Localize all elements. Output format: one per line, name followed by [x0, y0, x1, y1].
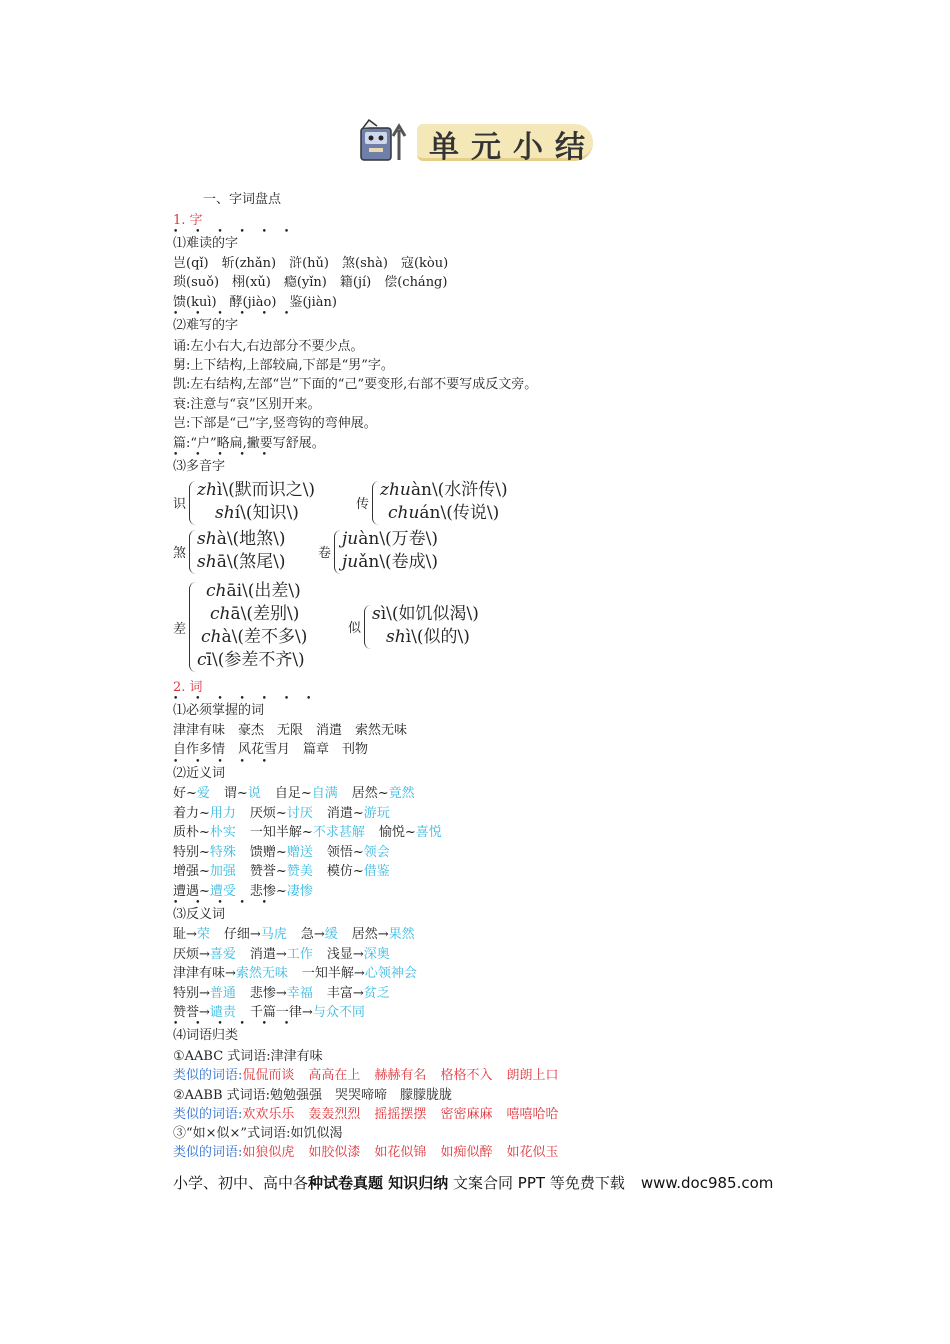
- poly-char: 似: [348, 621, 362, 636]
- similar-label: 类似的词语:: [173, 1106, 243, 1122]
- word: 一知半解~: [249, 825, 313, 840]
- similar-word: 侃侃而谈: [242, 1068, 295, 1083]
- antonyms-row: [173, 946, 390, 964]
- word: 耻→: [173, 927, 197, 942]
- hard-write-title: ⑵难写的字: [173, 318, 239, 333]
- syn-title: ⑵近义词: [173, 766, 226, 781]
- similar-words-row: [173, 1067, 558, 1085]
- paired-word: 领会: [363, 844, 390, 860]
- brace: [189, 582, 196, 672]
- hard-read-title: ⑴难读的字: [173, 236, 239, 251]
- word: 赞誉→: [173, 1005, 210, 1020]
- similar-word: 如花似锦: [374, 1145, 427, 1160]
- paired-word: 遭受: [209, 883, 236, 899]
- hard-read-line: 琐(suǒ) 栩(xǔ) 瘾(yǐn) 籍(jí) 偿(cháng): [173, 275, 448, 290]
- paired-word: 喜悦: [415, 825, 442, 840]
- word: 仔细→: [223, 927, 261, 942]
- page-title: 单元小结: [429, 130, 597, 165]
- brace: [334, 530, 341, 574]
- similar-word: 赫赫有名: [374, 1068, 427, 1083]
- word: 谓~: [223, 786, 248, 801]
- book-mascot-icon: [355, 118, 415, 164]
- zi-heading: 1. 字: [173, 213, 203, 228]
- poly-reading: chāi\(出差\): [206, 581, 301, 601]
- similar-label: 类似的词语:: [173, 1068, 243, 1083]
- hard-write-line: 诵:左小右大,右边部分不要少点。: [173, 339, 364, 354]
- word: 特别→: [173, 985, 210, 1001]
- word: 着力~: [173, 805, 210, 821]
- emphasis-dots: • • • • •: [173, 757, 274, 767]
- similar-word: 朗朗上口: [506, 1068, 559, 1083]
- brace: [189, 530, 196, 574]
- brace: [372, 481, 379, 525]
- hard-write-line: 舅:上下结构,上部较扁,下部是“男”字。: [173, 358, 394, 373]
- similar-word: 摇摇摆摆: [374, 1106, 427, 1122]
- ant-title: ⑶反义词: [173, 907, 226, 922]
- paired-word: 不求甚解: [312, 825, 365, 840]
- poly-char: 煞: [173, 546, 187, 561]
- hard-write-line: 岂:下部是“己”字,竖弯钩的弯伸展。: [173, 416, 377, 431]
- word: 悲惨→: [249, 985, 287, 1001]
- paired-word: 加强: [209, 864, 236, 879]
- word: 厌烦→: [173, 946, 210, 962]
- poly-reading: cī\(参差不齐\): [197, 650, 305, 670]
- word: 居然~: [351, 786, 389, 801]
- paired-word: 赠送: [286, 844, 313, 860]
- paired-word: 工作: [286, 946, 313, 962]
- poly-reading: shà\(地煞\): [197, 529, 286, 549]
- word: 千篇一律→: [249, 1005, 313, 1020]
- must-title: ⑴必须掌握的词: [173, 703, 265, 718]
- header-banner: [355, 118, 597, 164]
- polyphone-title: ⑶多音字: [173, 459, 226, 474]
- similar-words-row: [173, 1106, 558, 1124]
- word: 一知半解→: [301, 966, 365, 981]
- group-head: ①AABC 式词语:津津有味: [173, 1049, 323, 1064]
- paired-word: 借鉴: [363, 864, 390, 879]
- hard-write-line: 篇:“户”略扁,撇要写舒展。: [173, 436, 325, 451]
- poly-char: 卷: [318, 546, 332, 561]
- polyphone-chuan: [356, 479, 556, 527]
- word: 丰富→: [326, 985, 364, 1001]
- similar-word: 如狼似虎: [242, 1145, 295, 1160]
- emphasis-dots: • • • • • •: [173, 227, 297, 237]
- paired-word: 游玩: [363, 805, 390, 821]
- paired-word: 赞美: [286, 864, 313, 879]
- paired-word: 特殊: [209, 844, 236, 860]
- poly-reading: shì\(似的\): [386, 627, 470, 647]
- paired-word: 心领神会: [364, 966, 417, 981]
- similar-word: 高高在上: [308, 1068, 361, 1083]
- polyphone-juan: [318, 528, 488, 576]
- paired-word: 谴责: [209, 1005, 236, 1020]
- synonyms-row: [173, 785, 415, 803]
- poly-reading: sì\(如饥似渴\): [372, 604, 479, 624]
- similar-word: 如花似玉: [506, 1145, 559, 1160]
- word: 悲惨~: [249, 883, 287, 899]
- footer-ad: 小学、初中、高中各种试卷真题 知识归纳 文案合同 PPT 等免费下载 www.doc985.com: [173, 1174, 774, 1192]
- synonyms-row: [173, 805, 390, 823]
- paired-word: 索然无味: [235, 966, 288, 981]
- paired-word: 朴实: [209, 825, 236, 840]
- poly-reading: chà\(差不多\): [201, 627, 308, 647]
- emphasis-dots: • • • • •: [173, 450, 274, 460]
- paired-word: 马虎: [260, 927, 287, 942]
- emphasis-dots: • • • • • •: [173, 1019, 297, 1029]
- synonyms-row: [173, 824, 442, 842]
- poly-reading: chuán\(传说\): [388, 503, 500, 523]
- similar-label: 类似的词语:: [173, 1145, 243, 1160]
- ci-heading: 2. 词: [173, 680, 203, 695]
- word: 居然→: [351, 927, 389, 942]
- antonyms-row: [173, 926, 415, 944]
- word: 好~: [173, 786, 197, 801]
- poly-reading: shí\(知识\): [215, 503, 299, 523]
- poly-char: 识: [173, 497, 187, 512]
- emphasis-dots: • • • • •: [173, 898, 274, 908]
- group-head: ②AABB 式词语:勉勉强强 哭哭啼啼 朦朦胧胧: [173, 1087, 453, 1103]
- hard-read-line: 岂(qǐ) 斩(zhǎn) 浒(hǔ) 煞(shà) 寇(kòu): [173, 256, 449, 271]
- word: 遭遇~: [173, 883, 210, 899]
- poly-reading: chā\(差别\): [210, 604, 300, 624]
- must-line: 自作多情 风花雪月 篇章 刊物: [173, 742, 369, 757]
- paired-word: 说: [247, 786, 261, 801]
- similar-word: 欢欢乐乐: [242, 1106, 295, 1122]
- word: 津津有味→: [173, 966, 236, 981]
- brace: [189, 481, 196, 525]
- poly-reading: shā\(煞尾\): [197, 552, 286, 572]
- word: 愉悦~: [378, 825, 416, 840]
- antonyms-row: [173, 965, 417, 983]
- polyphone-shi: [173, 479, 353, 527]
- word: 急→: [300, 927, 325, 942]
- paired-word: 讨厌: [286, 805, 313, 821]
- paired-word: 喜爱: [209, 946, 236, 962]
- word: 赞誉~: [249, 864, 287, 879]
- similar-word: 嘻嘻哈哈: [506, 1106, 559, 1122]
- similar-word: 格格不入: [440, 1068, 493, 1083]
- group-title: ⑷词语归类: [173, 1028, 239, 1043]
- word: 领悟~: [326, 844, 364, 860]
- paired-word: 深奥: [363, 946, 390, 962]
- paired-word: 普通: [209, 985, 236, 1001]
- paired-word: 自满: [311, 786, 338, 801]
- word: 模仿~: [326, 864, 364, 879]
- polyphone-cha: [173, 580, 353, 674]
- paired-word: 用力: [209, 805, 236, 821]
- poly-reading: juàn\(万卷\): [342, 529, 439, 549]
- similar-word: 轰轰烈烈: [308, 1106, 361, 1122]
- paired-word: 荣: [196, 927, 210, 942]
- emphasis-dots: • • • • • •: [173, 309, 297, 319]
- hard-write-line: 衰:注意与“哀”区别开来。: [173, 397, 321, 412]
- paired-word: 与众不同: [312, 1005, 365, 1020]
- word: 自足~: [274, 786, 312, 801]
- poly-char: 差: [173, 622, 187, 637]
- hard-write-line: 凯:左右结构,左部“岂”下面的“己”要变形,右部不要写成反文旁。: [173, 377, 538, 392]
- word: 增强~: [173, 864, 210, 879]
- word: 质朴~: [173, 825, 210, 840]
- word: 消遣→: [249, 946, 287, 962]
- poly-reading: zhì\(默而识之\): [197, 480, 316, 500]
- word: 消遣~: [326, 805, 364, 821]
- paired-word: 果然: [388, 927, 415, 942]
- brace: [364, 605, 371, 649]
- paired-word: 缓: [324, 927, 338, 942]
- word: 馈赠~: [249, 844, 287, 860]
- poly-char: 传: [356, 497, 370, 512]
- paired-word: 贫乏: [363, 985, 390, 1001]
- footer-link[interactable]: www.doc985.com: [640, 1174, 774, 1192]
- must-line: 津津有味 豪杰 无限 消遣 索然无味: [173, 723, 408, 738]
- word: 浅显→: [326, 946, 364, 962]
- section-title: 一、字词盘点: [203, 192, 282, 207]
- paired-word: 竟然: [388, 786, 415, 801]
- poly-reading: juǎn\(卷成\): [342, 552, 439, 572]
- group-head: ③“如×似×”式词语:如饥似渴: [173, 1126, 343, 1141]
- word: 厌烦~: [249, 805, 287, 821]
- paired-word: 爱: [196, 786, 210, 801]
- similar-word: 密密麻麻: [440, 1106, 493, 1122]
- paired-word: 幸福: [286, 985, 313, 1001]
- hard-read-line: 馈(kuì) 酵(jiào) 鉴(jiàn): [173, 295, 337, 310]
- synonyms-row: [173, 844, 390, 862]
- similar-word: 如痴似醉: [440, 1145, 493, 1160]
- poly-reading: zhuàn\(水浒传\): [380, 480, 508, 500]
- polyphone-sha: [173, 528, 323, 576]
- paired-word: 凄惨: [286, 883, 313, 899]
- antonyms-row: [173, 985, 390, 1003]
- similar-word: 如胶似漆: [308, 1145, 361, 1160]
- synonyms-row: [173, 863, 390, 881]
- word: 特别~: [173, 844, 210, 860]
- similar-words-row: [173, 1144, 558, 1162]
- polyphone-si: [348, 603, 528, 651]
- emphasis-dots: • • • • • • •: [173, 694, 319, 704]
